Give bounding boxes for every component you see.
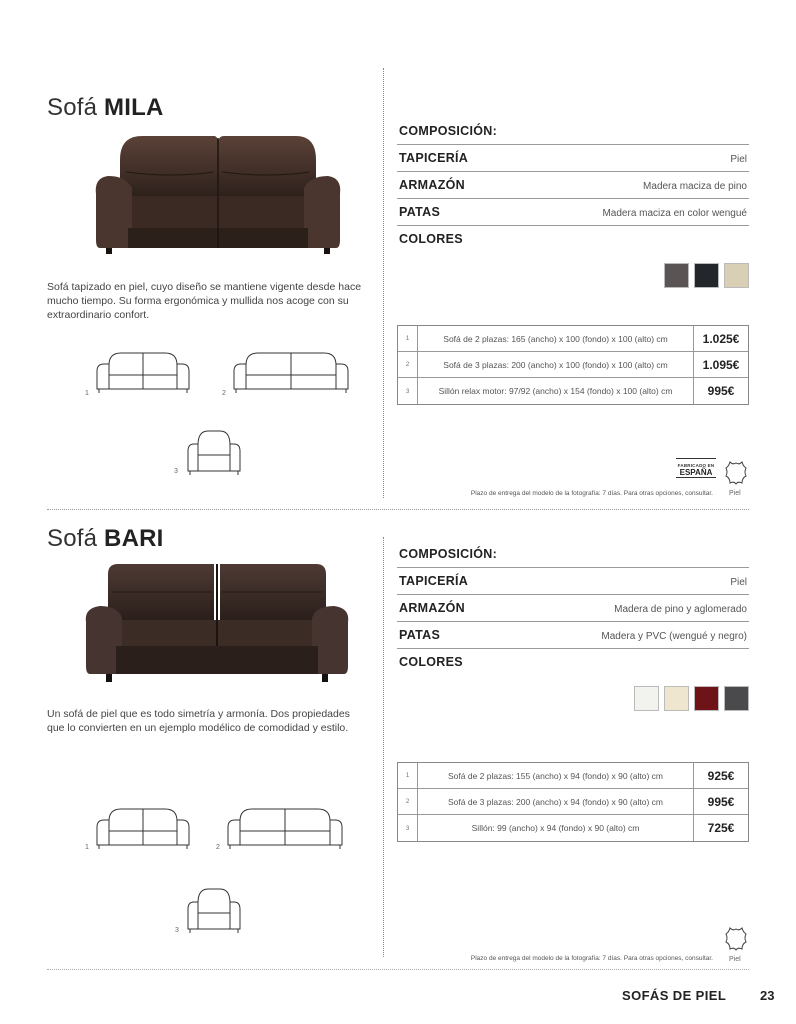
price-table xyxy=(397,762,749,842)
column-divider xyxy=(383,68,384,498)
price-index: 1 xyxy=(398,763,418,788)
price-row xyxy=(398,352,748,378)
sofa-photo xyxy=(82,560,352,690)
price-index: 3 xyxy=(398,815,418,841)
sketch-label: 1 xyxy=(85,390,89,397)
composition-row xyxy=(397,226,749,253)
footer-divider xyxy=(47,969,749,970)
composition-value: Madera y PVC (wengué y negro) xyxy=(601,631,747,642)
sketch-label: 2 xyxy=(216,844,220,851)
sketch-label: 2 xyxy=(222,390,226,397)
price-index: 1 xyxy=(398,326,418,351)
leather-label: Piel xyxy=(729,490,741,497)
leather-label: Piel xyxy=(729,956,741,963)
badge-caption: FABRICADO EN xyxy=(677,463,715,468)
composition-key: COLORES xyxy=(399,655,463,669)
price-index: 3 xyxy=(398,378,418,404)
price-description: Sillón: 99 (ancho) x 94 (fondo) x 90 (alto) cm xyxy=(418,815,694,841)
sofa-2-seat-sketch xyxy=(95,349,191,395)
sofa-3-seat-sketch xyxy=(232,349,350,395)
product-title: Sofá MILA xyxy=(47,94,164,121)
price-row xyxy=(398,815,748,841)
price-row xyxy=(398,378,748,404)
footer-section-title: SOFÁS DE PIEL xyxy=(622,988,727,1003)
price-value: 725€ xyxy=(707,821,735,835)
composition-key: COLORES xyxy=(399,232,463,246)
composition-row xyxy=(397,199,749,226)
color-swatch xyxy=(694,686,719,711)
section-divider xyxy=(47,509,749,510)
composition-key: TAPICERÍA xyxy=(399,574,469,588)
price-value: 1.025€ xyxy=(702,331,740,346)
sketch-label: 1 xyxy=(85,844,89,851)
composition-key: TAPICERÍA xyxy=(399,151,469,165)
price-index: 2 xyxy=(398,789,418,814)
composition-row xyxy=(397,595,749,622)
color-swatch xyxy=(664,263,689,288)
color-swatch xyxy=(724,263,749,288)
composition-row xyxy=(397,145,749,172)
sketch-label: 3 xyxy=(174,468,178,475)
page-number: 23 xyxy=(760,988,775,1003)
product-description: Sofá tapizado en piel, cuyo diseño se mantiene vigente desde hace mucho tiempo. Su forma ergonómica y mullida nos acoge con su extraordinario confort. xyxy=(47,281,362,321)
composition-row xyxy=(397,622,749,649)
leather-icon xyxy=(724,460,748,486)
price-description: Sofá de 3 plazas: 200 (ancho) x 94 (fondo) x 90 (alto) cm xyxy=(418,789,694,814)
badge-country: ESPAÑA xyxy=(679,468,713,477)
price-description: Sofá de 2 plazas: 165 (ancho) x 100 (fondo) x 100 (alto) cm xyxy=(418,326,694,351)
composition-value: Madera maciza de pino xyxy=(643,181,747,192)
leather-icon xyxy=(724,926,748,952)
color-swatch xyxy=(664,686,689,711)
armchair-sketch xyxy=(185,885,243,935)
armchair-sketch xyxy=(186,427,242,477)
composition-table xyxy=(397,541,749,676)
price-value: 995€ xyxy=(707,794,735,809)
price-row xyxy=(398,763,748,789)
delivery-note: Plazo de entrega del modelo de la fotografía: 7 días. Para otras opciones, consultar. xyxy=(470,490,713,497)
price-value: 925€ xyxy=(707,768,735,783)
price-row xyxy=(398,326,748,352)
composition-row xyxy=(397,172,749,199)
column-divider xyxy=(383,537,384,957)
color-swatches xyxy=(664,263,749,288)
made-in-spain-badge xyxy=(676,458,716,478)
sofa-2-seat-sketch xyxy=(95,805,191,851)
color-swatch xyxy=(724,686,749,711)
price-description: Sofá de 2 plazas: 155 (ancho) x 94 (fondo) x 90 (alto) cm xyxy=(418,763,694,788)
composition-row xyxy=(397,568,749,595)
composition-value: Madera maciza en color wengué xyxy=(602,208,747,219)
composition-value: Piel xyxy=(730,577,747,588)
composition-heading-row xyxy=(397,541,749,568)
price-value: 1.095€ xyxy=(702,357,740,372)
product-title: Sofá BARI xyxy=(47,525,164,552)
composition-value: Madera de pino y aglomerado xyxy=(614,604,747,615)
composition-row xyxy=(397,649,749,676)
price-index: 2 xyxy=(398,352,418,377)
composition-heading: COMPOSICIÓN: xyxy=(399,124,498,138)
composition-key: PATAS xyxy=(399,628,441,642)
delivery-note: Plazo de entrega del modelo de la fotografía: 7 días. Para otras opciones, consultar. xyxy=(470,955,713,962)
price-table xyxy=(397,325,749,405)
price-description: Sillón relax motor: 97/92 (ancho) x 154 (fondo) x 100 (alto) cm xyxy=(418,378,694,404)
composition-key: ARMAZÓN xyxy=(399,178,465,192)
price-value: 995€ xyxy=(707,384,735,398)
price-description: Sofá de 3 plazas: 200 (ancho) x 100 (fondo) x 100 (alto) cm xyxy=(418,352,694,377)
price-row xyxy=(398,789,748,815)
composition-value: Piel xyxy=(730,154,747,165)
composition-key: ARMAZÓN xyxy=(399,601,465,615)
sofa-photo xyxy=(92,130,344,264)
color-swatch xyxy=(634,686,659,711)
composition-table xyxy=(397,118,749,253)
sofa-3-seat-sketch xyxy=(226,805,344,851)
composition-key: PATAS xyxy=(399,205,441,219)
color-swatch xyxy=(694,263,719,288)
color-swatches xyxy=(634,686,749,711)
product-description: Un sofá de piel que es todo simetría y armonía. Dos propiedades que lo convierten en un ejemplo modélico de comodidad y estilo. xyxy=(47,708,350,734)
composition-heading: COMPOSICIÓN: xyxy=(399,547,498,561)
composition-heading-row xyxy=(397,118,749,145)
sketch-label: 3 xyxy=(175,927,179,934)
